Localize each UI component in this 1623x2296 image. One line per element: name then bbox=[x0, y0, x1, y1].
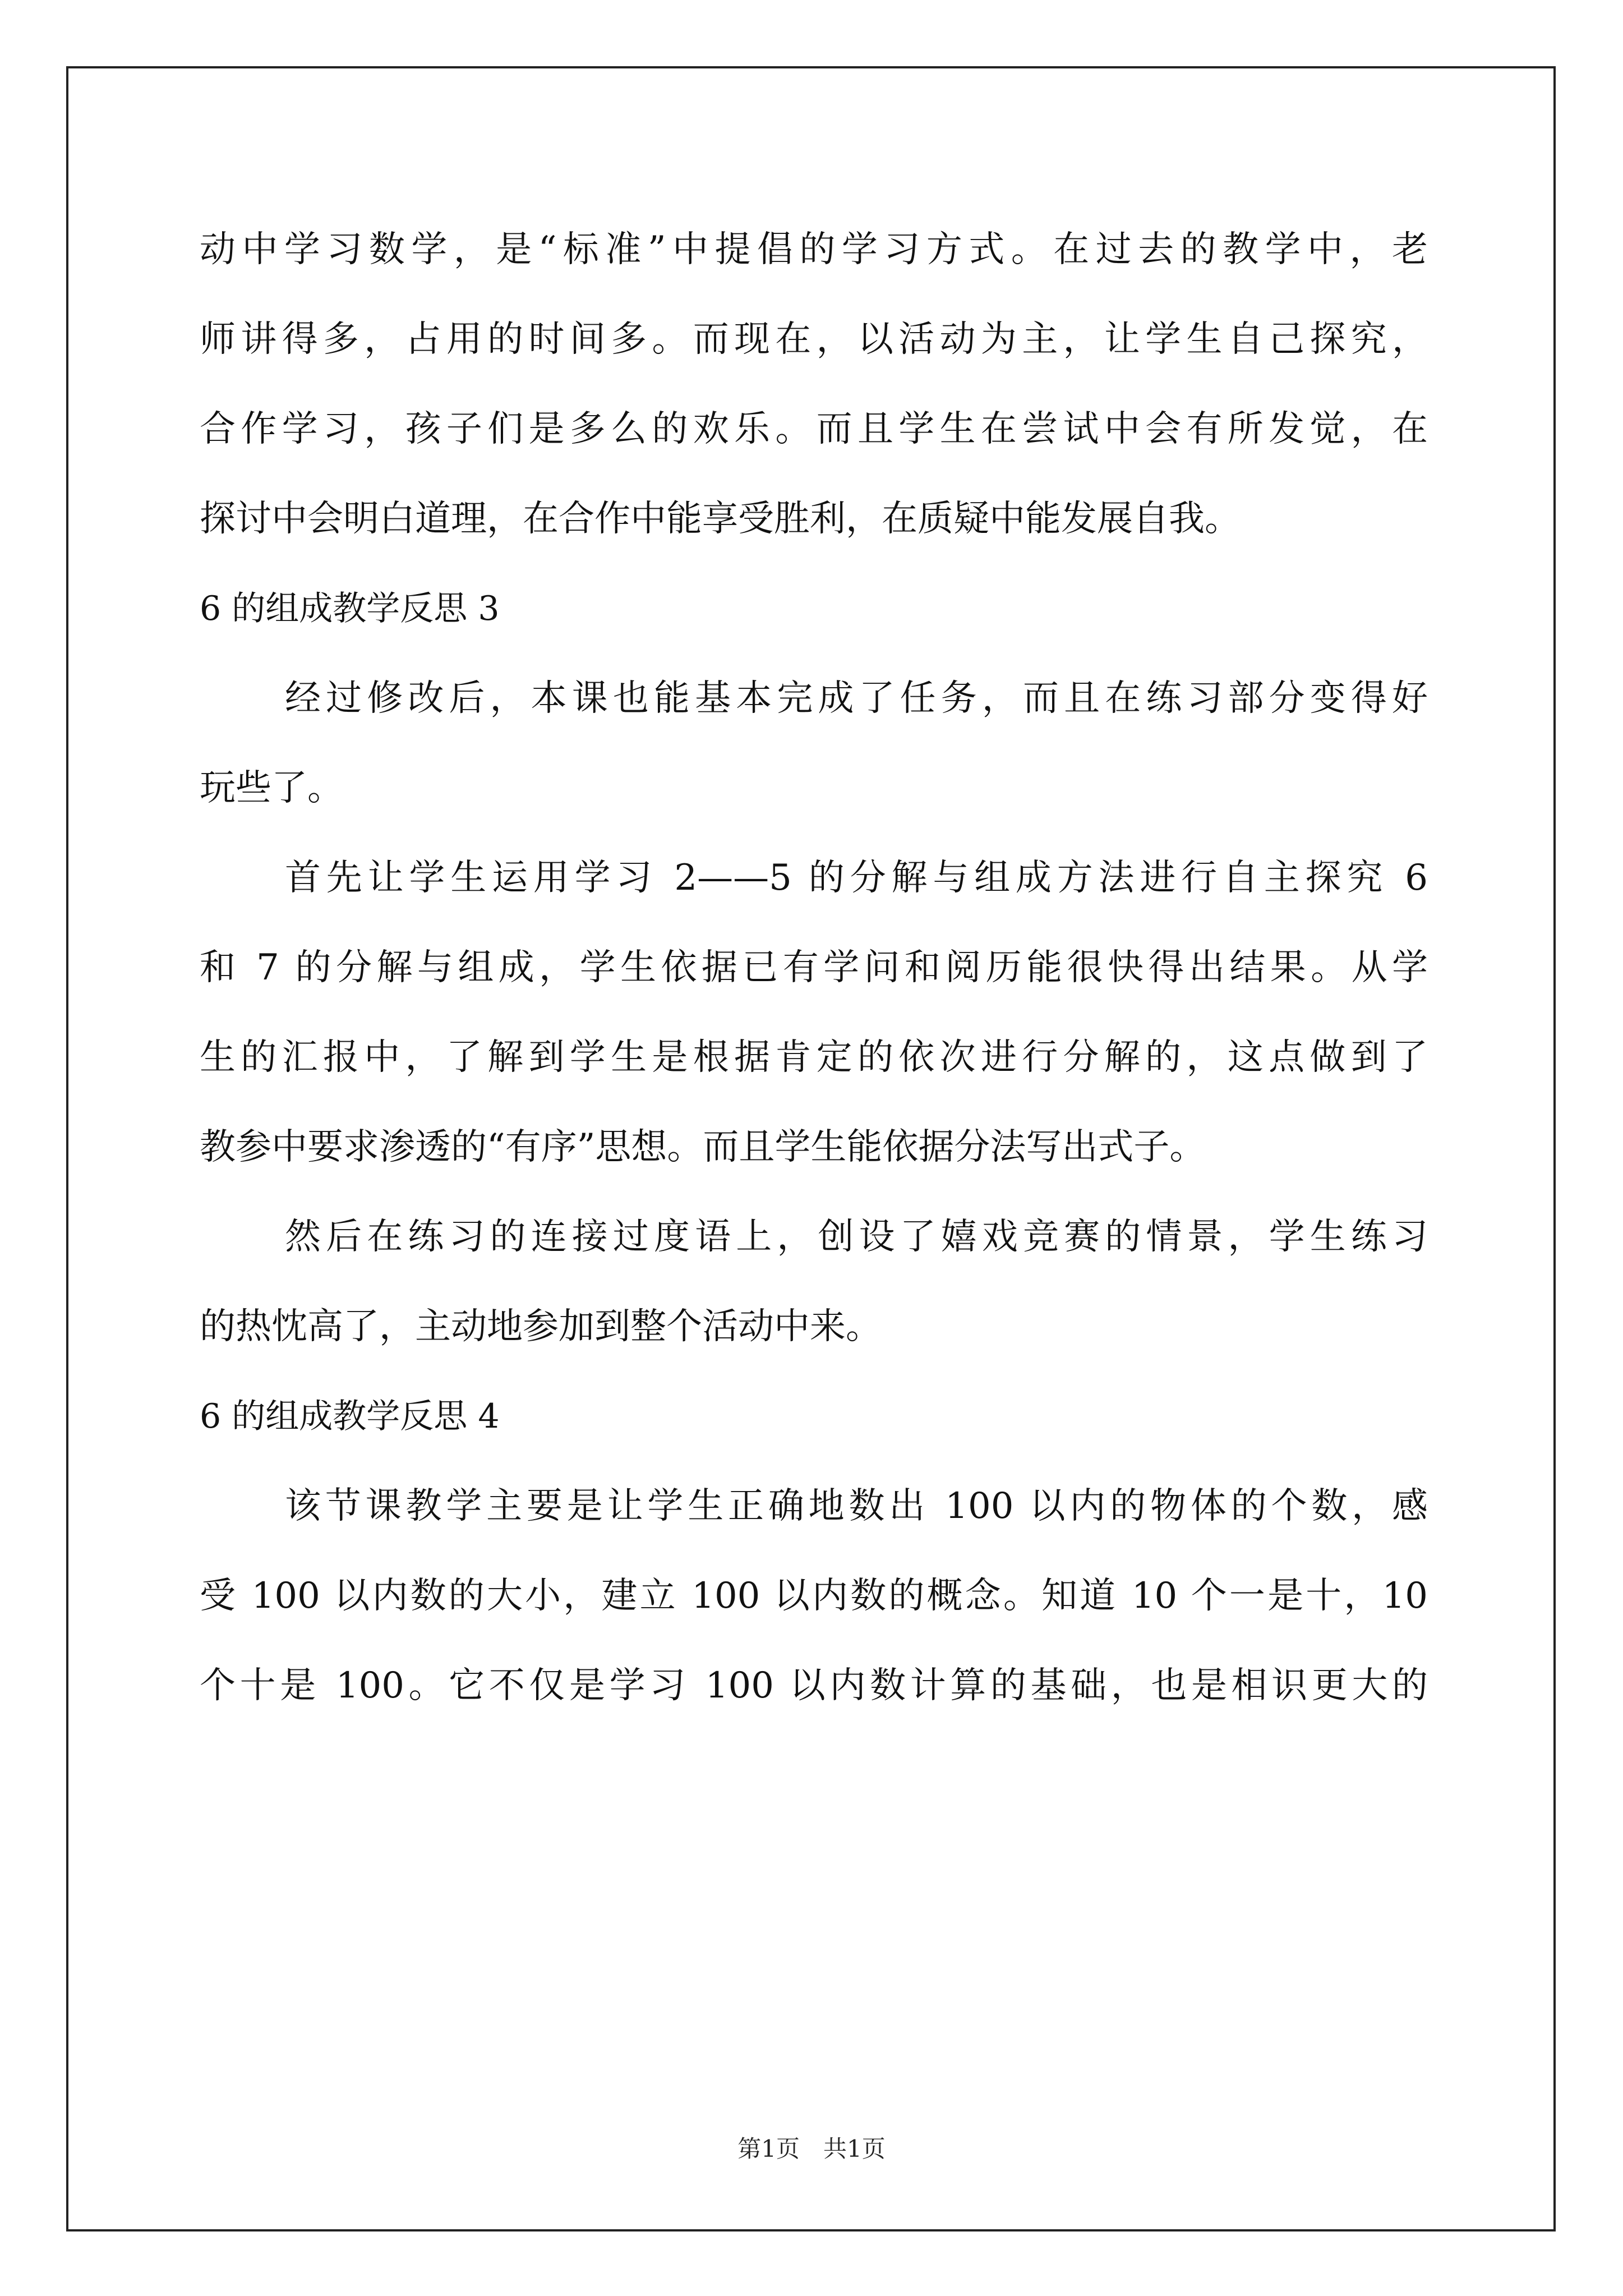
section-heading: 6 的组成教学反思 4 bbox=[200, 1397, 500, 1436]
section-heading: 6 的组成教学反思 3 bbox=[200, 589, 500, 628]
page-number-footer: 第1页 共1页 bbox=[737, 2135, 886, 2162]
body-line: 师讲得多，占用的时间多。而现在，以活动为主，让学生自己探究， bbox=[200, 319, 1428, 360]
body-line: 合作学习，孩子们是多么的欢乐。而且学生在尝试中会有所发觉，在 bbox=[200, 408, 1428, 450]
paragraph-first-line: 首先让学生运用学习 2——5 的分解与组成方法进行自主探究 6 bbox=[285, 857, 1428, 899]
body-line: 的热忱高了，主动地参加到整个活动中来。 bbox=[200, 1306, 882, 1347]
body-line: 玩些了。 bbox=[200, 767, 343, 809]
body-line: 生的汇报中，了解到学生是根据肯定的依次进行分解的，这点做到了 bbox=[200, 1037, 1428, 1078]
paragraph-first-line: 然后在练习的连接过度语上，创设了嬉戏竞赛的情景，学生练习 bbox=[285, 1216, 1428, 1258]
body-line: 动中学习数学，是“标准”中提倡的学习方式。在过去的教学中，老 bbox=[200, 229, 1428, 270]
body-line: 受 100 以内数的大小，建立 100 以内数的概念。知道 10 个一是十，10 bbox=[200, 1575, 1428, 1617]
body-line: 教参中要求渗透的“有序”思想。而且学生能依据分法写出式子。 bbox=[200, 1126, 1206, 1168]
body-line: 和 7 的分解与组成，学生依据已有学问和阅历能很快得出结果。从学 bbox=[200, 947, 1428, 988]
paragraph-first-line: 该节课教学主要是让学生正确地数出 100 以内的物体的个数，感 bbox=[285, 1485, 1428, 1527]
paragraph-first-line: 经过修改后，本课也能基本完成了任务，而且在练习部分变得好 bbox=[285, 678, 1428, 719]
body-line: 个十是 100。它不仅是学习 100 以内数计算的基础，也是相识更大的 bbox=[200, 1665, 1428, 1706]
body-line: 探讨中会明白道理，在合作中能享受胜利，在质疑中能发展自我。 bbox=[200, 498, 1241, 540]
